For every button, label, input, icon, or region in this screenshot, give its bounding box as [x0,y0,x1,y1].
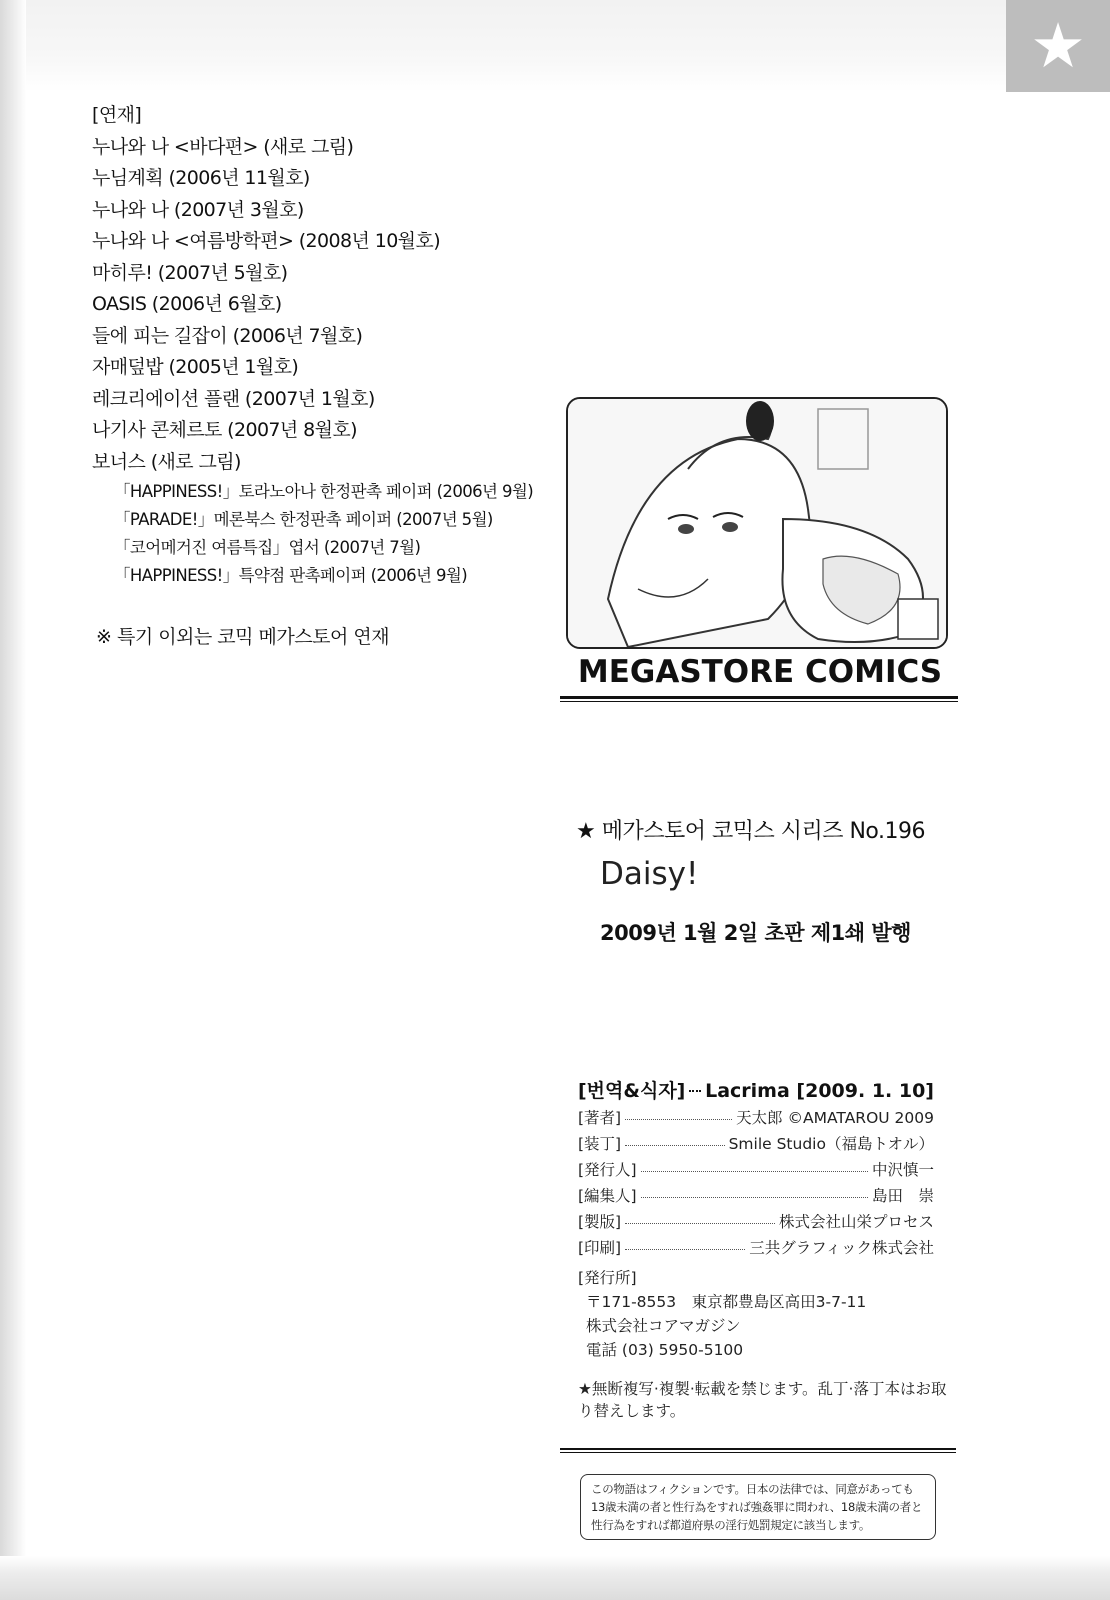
top-band [0,0,1110,92]
list-item: 들에 피는 길잡이 (2006년 7월호) [92,324,363,347]
fiction-notice-box: この物語はフィクションです。日本の法律では、同意があっても13歳未満の者と性行為をすれば強姦罪に問われ、18歳未満の者と性行為をすれば都道府県の淫行処罰規定に該当します。 [580,1474,936,1540]
dot-leader [625,1249,745,1250]
bonus-sub-item: 「HAPPINESS!」특약점 판촉페이퍼 (2006년 9월) [114,566,468,585]
publisher-label: [発行所] [578,1269,637,1287]
divider [560,701,958,702]
credit-label: [編集人] [578,1187,637,1205]
book-title: Daisy! [600,856,699,892]
list-item: 누나와 나 (2007년 3월호) [92,198,304,221]
divider [560,696,958,699]
publisher-company: 株式会社コアマガジン [586,1317,741,1335]
credit-row-plate [578,1210,934,1236]
list-item: 자매덮밥 (2005년 1월호) [92,356,299,378]
star-icon: ★ [1030,9,1086,82]
copyright-warning: ★無断複写·複製·転載を禁じます。乱丁·落丁本はお取り替えします。 [578,1380,947,1420]
divider [560,1448,956,1450]
serial-heading: [연재] [92,104,142,126]
dot-leader [641,1171,868,1172]
credit-value: Lacrima [2009. 1. 10] [705,1080,934,1102]
bottom-band [0,1556,1110,1600]
left-edge-shadow [0,0,26,1600]
dot-leader [625,1145,724,1146]
list-item: 누나와 나 <바다편> (새로 그림) [92,135,354,158]
credit-value: 天太郎 ©AMATAROU 2009 [736,1109,934,1127]
publication-date: 2009년 1월 2일 초판 제1쇄 발행 [600,921,911,945]
publisher-phone: 電話 (03) 5950-5100 [586,1341,744,1359]
dot-leader [625,1119,732,1120]
list-item: 나기사 콘체르토 (2007년 8월호) [92,419,357,441]
brand-logo: MEGASTORE COMICS [577,654,943,690]
credit-label: [発行人] [578,1161,637,1179]
credit-label: [번역&식자] [578,1080,686,1102]
dot-leader [641,1197,868,1198]
credit-label: [装丁] [578,1135,622,1153]
list-item: 마히루! (2007년 5월호) [92,261,288,284]
credit-value: 株式会社山栄プロセス [778,1213,934,1231]
credit-value: 中沢慎一 [871,1161,934,1179]
credit-row-publisher-person [578,1158,934,1184]
credit-row-printing [578,1236,934,1262]
credit-value: Smile Studio（福島トオル） [728,1135,934,1153]
list-item: 누님계획 (2006년 11월호) [92,167,310,189]
list-item: 보너스 (새로 그림) [92,450,241,473]
bonus-sub-item: 「PARADE!」메론북스 한정판촉 페이퍼 (2007년 5월) [114,510,493,529]
dot-leader [625,1223,775,1224]
credit-value: 島田 崇 [871,1187,934,1205]
credit-row-author [578,1106,934,1132]
serial-list [92,100,562,590]
corner-tab [1006,0,1110,92]
list-item: 레크리에이션 플랜 (2007년 1월호) [92,387,375,410]
series-line: ★ 메가스토어 코믹스 시리즈 No.196 [576,819,925,844]
credit-label: [製版] [578,1213,622,1231]
credit-label: [印刷] [578,1239,622,1257]
cover-illustration [566,397,948,649]
credits-block [578,1076,934,1262]
serial-note: ※ 특기 이외는 코믹 메가스토어 연재 [96,626,390,648]
publisher-address: 〒171-8553 東京都豊島区高田3-7-11 [586,1293,867,1311]
credit-label: [著者] [578,1109,622,1127]
bonus-sub-item: 「HAPPINESS!」토라노아나 한정판촉 페이퍼 (2006년 9월) [114,482,534,501]
divider [560,1452,956,1453]
bonus-sub-item: 「코어메거진 여름특집」엽서 (2007년 7월) [114,538,421,557]
credit-row-design [578,1132,934,1158]
credit-value: 三共グラフィック株式会社 [749,1239,934,1257]
list-item: OASIS (2006년 6월호) [92,293,282,315]
list-item: 누나와 나 <여름방학편> (2008년 10월호) [92,230,441,252]
credit-row-translation [578,1076,934,1106]
dot-leader [689,1090,701,1092]
credit-row-editor [578,1184,934,1210]
illustration-sketch [568,399,946,647]
